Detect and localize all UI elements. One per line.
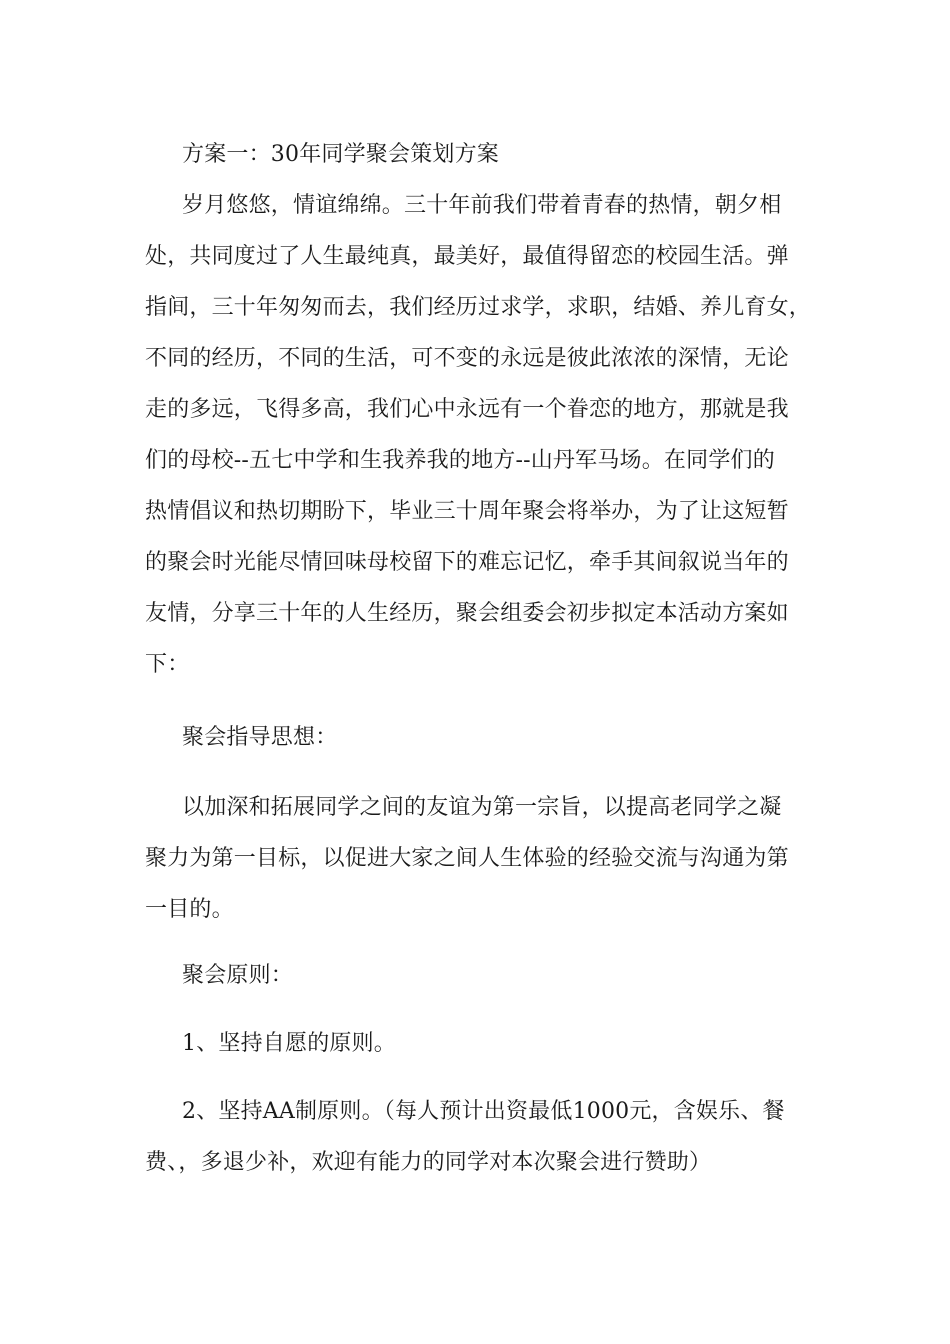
intro-line: 岁月悠悠，情谊绵绵。三十年前我们带着青春的热情，朝夕相 [182, 193, 782, 218]
intro-line: 不同的经历，不同的生活，可不变的永远是彼此浓浓的深情，无论 [145, 346, 789, 371]
document-title: 方案一：30年同学聚会策划方案 [182, 142, 499, 167]
principle-item-2 [145, 1086, 805, 1188]
intro-line: 指间，三十年匆匆而去，我们经历过求学，求职，结婚、养儿育女， [145, 295, 812, 320]
intro-line: 下： [145, 652, 190, 677]
intro-line: 处，共同度过了人生最纯真，最美好，最值得留恋的校园生活。弹 [145, 244, 789, 269]
intro-line: 的聚会时光能尽情回味母校留下的难忘记忆，牵手其间叙说当年的 [145, 550, 789, 575]
guiding-heading: 聚会指导思想： [182, 725, 338, 750]
guiding-paragraph [145, 782, 805, 935]
intro-line: 热情倡议和热切期盼下，毕业三十周年聚会将举办，为了让这短暂 [145, 499, 789, 524]
principle-item-1: 1、坚持自愿的原则。 [182, 1031, 396, 1056]
guiding-line: 以加深和拓展同学之间的友谊为第一宗旨，以提高老同学之凝 [182, 795, 782, 820]
principle-2-line: 2、坚持AA制原则。（每人预计出资最低1000元，含娱乐、餐 [182, 1099, 785, 1124]
principles-heading: 聚会原则： [182, 963, 294, 988]
intro-line: 走的多远，飞得多高，我们心中永远有一个眷恋的地方，那就是我 [145, 397, 789, 422]
intro-paragraph [145, 180, 812, 690]
principle-2-line: 费、，多退少补，欢迎有能力的同学对本次聚会进行赞助） [145, 1150, 712, 1175]
guiding-line: 聚力为第一目标，以促进大家之间人生体验的经验交流与沟通为第 [145, 846, 789, 871]
intro-line: 们的母校--五七中学和生我养我的地方--山丹军马场。在同学们的 [145, 448, 775, 473]
intro-line: 友情，分享三十年的人生经历，聚会组委会初步拟定本活动方案如 [145, 601, 789, 626]
guiding-line: 一目的。 [145, 897, 234, 922]
